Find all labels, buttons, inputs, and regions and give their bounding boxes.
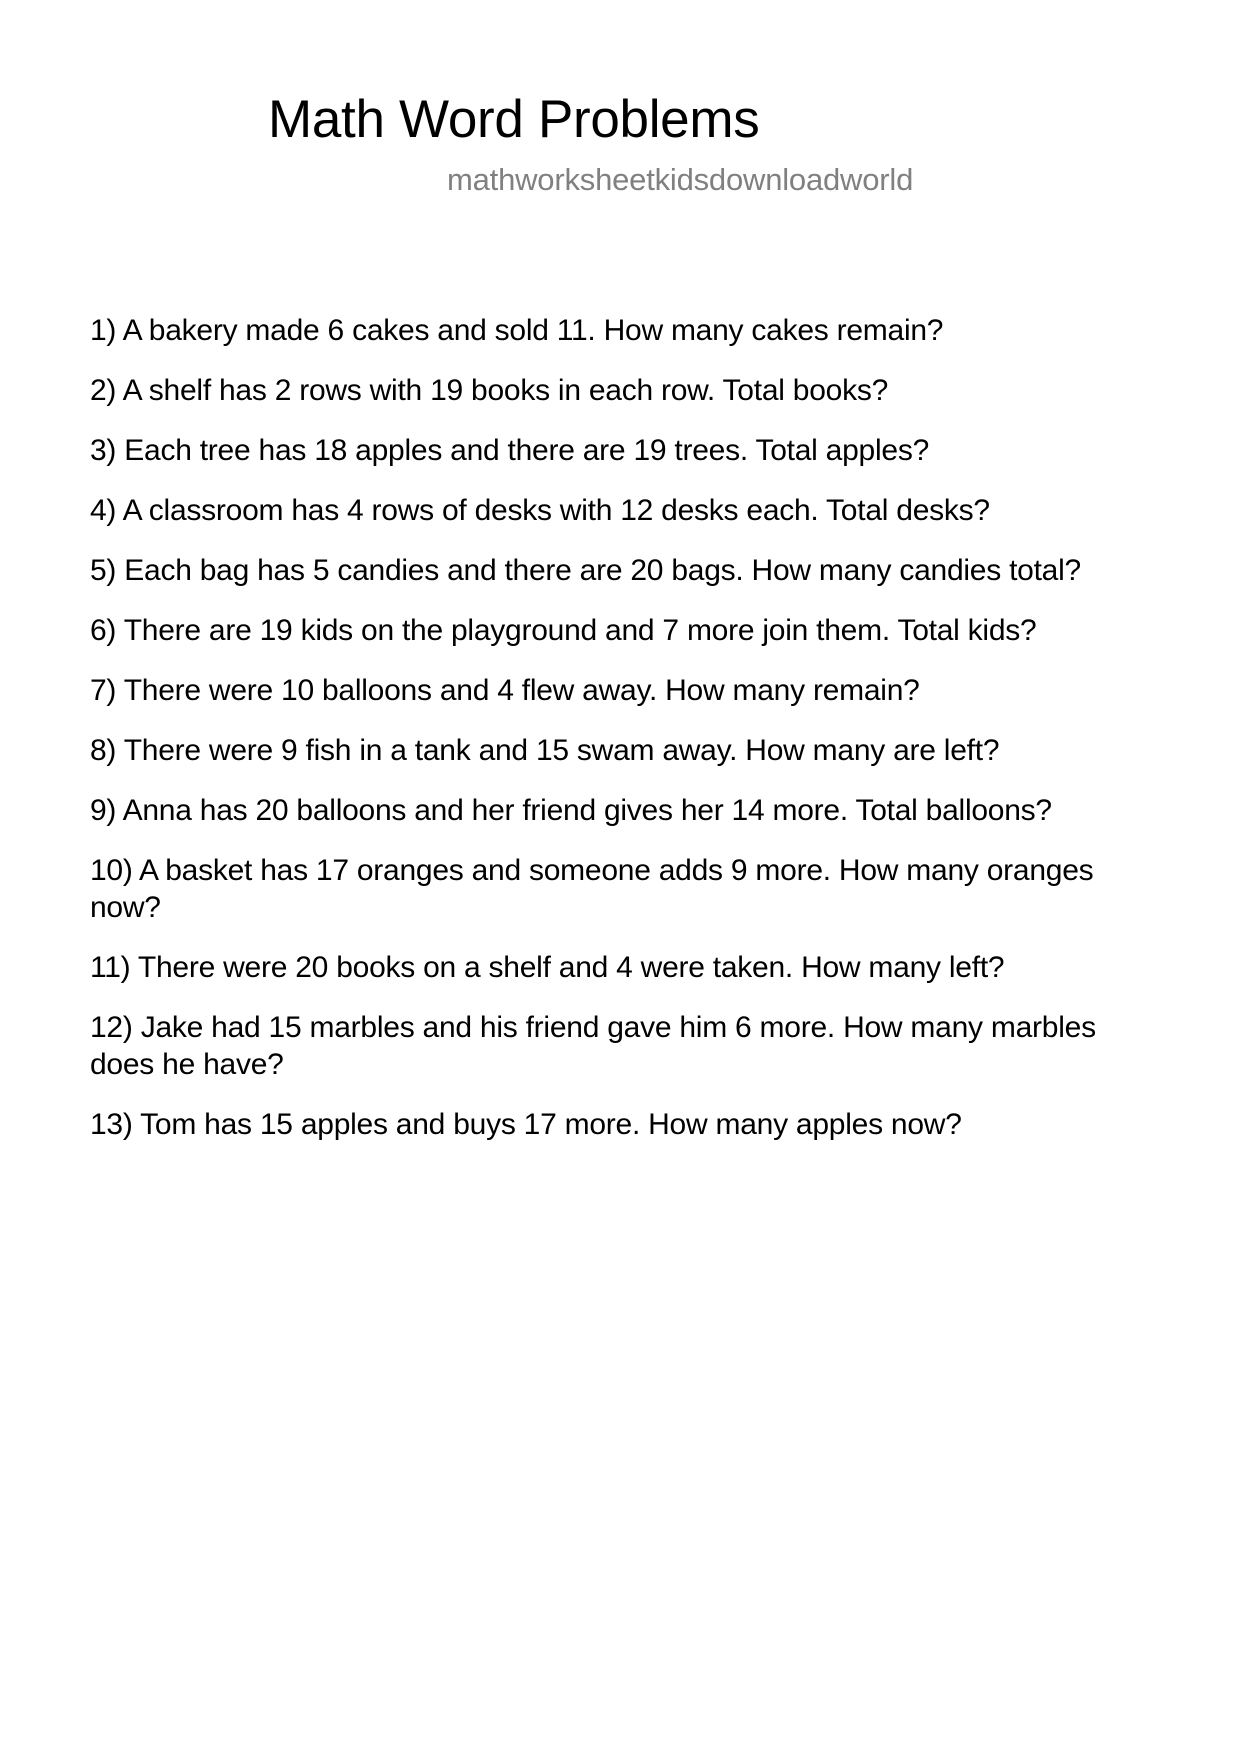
problem-item-13: 13) Tom has 15 apples and buys 17 more. How many apples now? [90,1108,962,1141]
problem-item-1: 1) A bakery made 6 cakes and sold 11. How many cakes remain? [90,314,944,347]
problem-item-5: 5) Each bag has 5 candies and there are 20 bags. How many candies total? [90,554,1081,587]
problem-item-12: 12) Jake had 15 marbles and his friend gave him 6 more. How many marbles does he have? [90,1011,1096,1081]
problem-item-7: 7) There were 10 balloons and 4 flew away. How many remain? [90,674,920,707]
problem-item-4: 4) A classroom has 4 rows of desks with 12 desks each. Total desks? [90,494,990,527]
problem-item-2: 2) A shelf has 2 rows with 19 books in each row. Total books? [90,374,889,407]
problem-list [90,312,1155,1166]
problem-item-9: 9) Anna has 20 balloons and her friend gives her 14 more. Total balloons? [90,794,1052,827]
problem-item-11: 11) There were 20 books on a shelf and 4 were taken. How many left? [90,951,1005,984]
page-subtitle: mathworksheetkidsdownloadworld [447,162,914,197]
page-title: Math Word Problems [268,90,760,149]
problem-item-3: 3) Each tree has 18 apples and there are 19 trees. Total apples? [90,434,930,467]
problem-item-8: 8) There were 9 fish in a tank and 15 swam away. How many are left? [90,734,1000,767]
problem-item-6: 6) There are 19 kids on the playground and 7 more join them. Total kids? [90,614,1037,647]
problem-item-10: 10) A basket has 17 oranges and someone adds 9 more. How many oranges now? [90,854,1094,924]
